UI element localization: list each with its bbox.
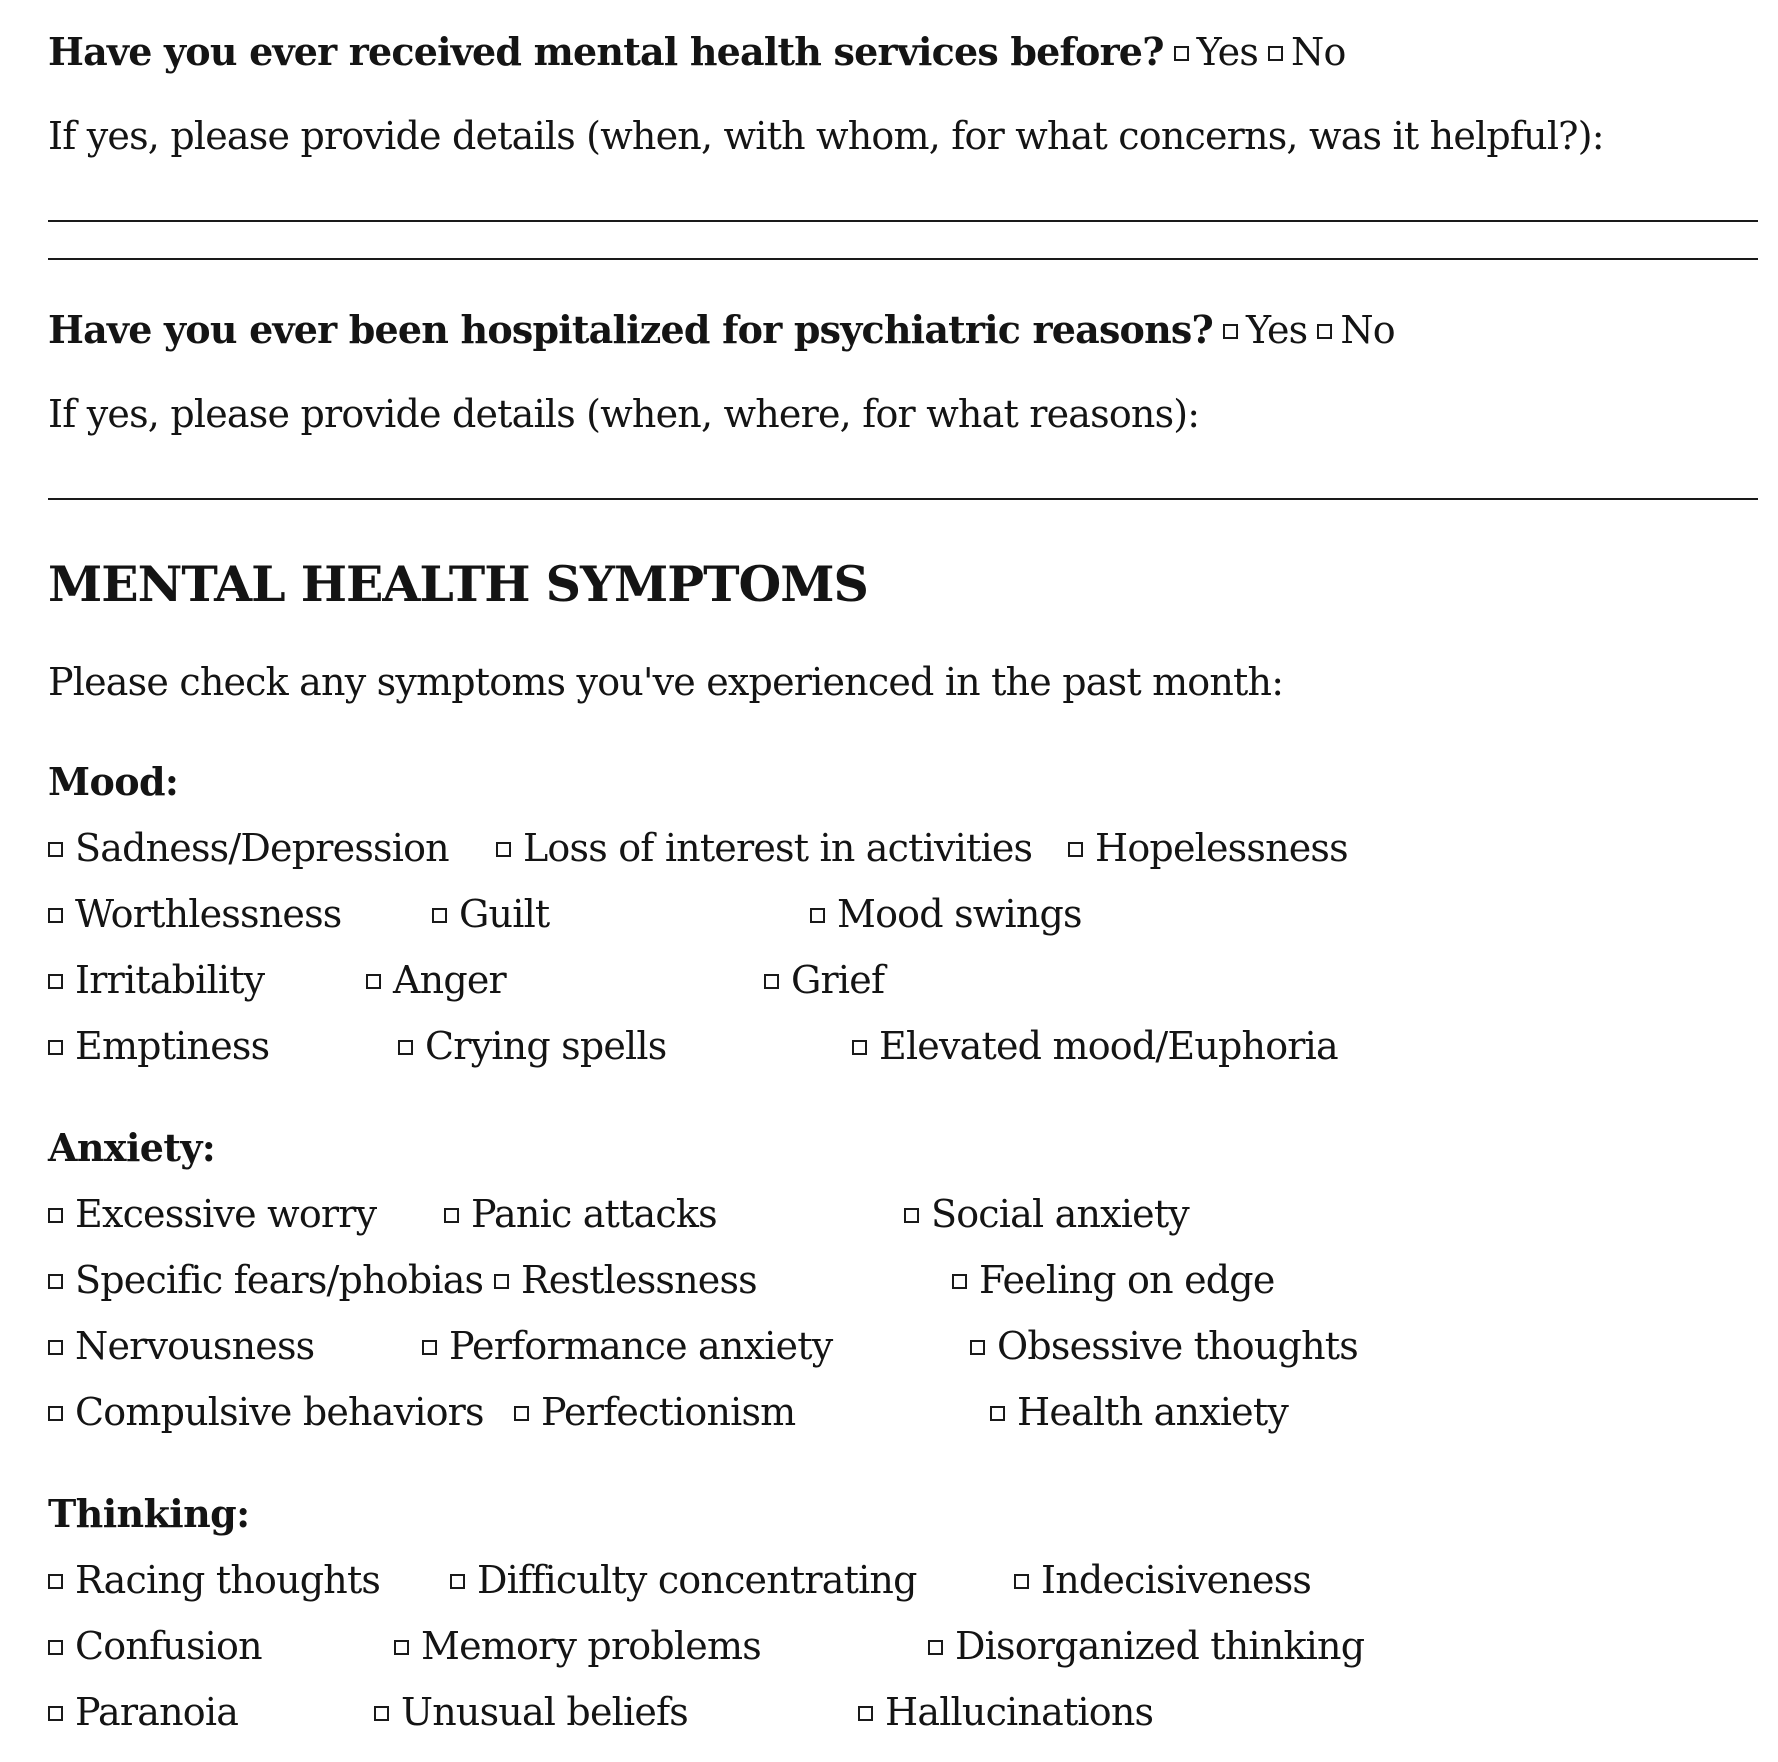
checkbox[interactable] — [450, 1574, 465, 1589]
symptom-option[interactable]: Crying spells — [398, 1023, 666, 1069]
symptom-row — [48, 1323, 1758, 1369]
symptom-option[interactable]: Guilt — [432, 891, 549, 937]
checkbox[interactable] — [970, 1340, 985, 1355]
symptom-row — [48, 1257, 1758, 1303]
symptom-row — [48, 957, 1758, 1003]
checkbox[interactable] — [48, 842, 63, 857]
symptom-row — [48, 1389, 1758, 1435]
checkbox[interactable] — [514, 1406, 529, 1421]
symptom-row — [48, 1557, 1758, 1603]
symptom-option[interactable]: Unusual beliefs — [374, 1689, 688, 1735]
question-text: Have you ever received mental health services before? — [48, 29, 1164, 74]
details-prompt: If yes, please provide details (when, with whom, for what concerns, was it helpful?): — [48, 114, 1604, 158]
question-hospitalization — [48, 308, 1395, 352]
no-label: No — [1291, 30, 1346, 74]
symptom-option[interactable]: Sadness/Depression — [48, 825, 449, 871]
symptom-option[interactable]: Mood swings — [810, 891, 1082, 937]
checkbox[interactable] — [48, 1208, 63, 1223]
symptom-option[interactable]: Hopelessness — [1068, 825, 1348, 871]
checkbox-no[interactable] — [1317, 324, 1332, 339]
checkbox[interactable] — [494, 1274, 509, 1289]
checkbox[interactable] — [398, 1040, 413, 1055]
checkbox[interactable] — [764, 974, 779, 989]
symptom-row — [48, 891, 1758, 937]
symptom-option[interactable]: Irritability — [48, 957, 264, 1003]
symptom-option[interactable]: Compulsive behaviors — [48, 1389, 484, 1435]
symptom-option[interactable]: Paranoia — [48, 1689, 238, 1735]
symptom-option[interactable]: Health anxiety — [990, 1389, 1288, 1435]
checkbox[interactable] — [904, 1208, 919, 1223]
symptom-option[interactable]: Nervousness — [48, 1323, 314, 1369]
details-prompt: If yes, please provide details (when, where, for what reasons): — [48, 392, 1200, 436]
symptom-option[interactable]: Obsessive thoughts — [970, 1323, 1358, 1369]
symptom-option[interactable]: Emptiness — [48, 1023, 269, 1069]
checkbox-no[interactable] — [1268, 46, 1283, 61]
symptom-option[interactable]: Grief — [764, 957, 884, 1003]
symptom-row — [48, 1023, 1758, 1069]
symptom-row — [48, 1689, 1758, 1735]
checkbox[interactable] — [374, 1706, 389, 1721]
checkbox[interactable] — [928, 1640, 943, 1655]
symptom-option[interactable]: Loss of interest in activities — [496, 825, 1032, 871]
yes-label: Yes — [1245, 308, 1308, 352]
checkbox[interactable] — [48, 1406, 63, 1421]
yes-label: Yes — [1196, 30, 1259, 74]
symptom-option[interactable]: Hallucinations — [858, 1689, 1153, 1735]
answer-line[interactable] — [48, 258, 1758, 260]
symptom-row — [48, 1191, 1758, 1237]
checkbox[interactable] — [444, 1208, 459, 1223]
checkbox[interactable] — [48, 1574, 63, 1589]
category-heading-mood: Mood: — [48, 759, 179, 804]
symptom-option[interactable]: Elevated mood/Euphoria — [852, 1023, 1338, 1069]
question-prior-services — [48, 30, 1346, 74]
symptom-option[interactable]: Racing thoughts — [48, 1557, 380, 1603]
symptom-option[interactable]: Feeling on edge — [952, 1257, 1275, 1303]
answer-line[interactable] — [48, 220, 1758, 222]
checkbox[interactable] — [48, 1706, 63, 1721]
category-heading-thinking: Thinking: — [48, 1491, 250, 1536]
checkbox[interactable] — [394, 1640, 409, 1655]
checkbox[interactable] — [422, 1340, 437, 1355]
section-intro: Please check any symptoms you've experienced in the past month: — [48, 660, 1284, 704]
checkbox[interactable] — [432, 908, 447, 923]
symptom-option[interactable]: Memory problems — [394, 1623, 761, 1669]
checkbox[interactable] — [852, 1040, 867, 1055]
symptom-option[interactable]: Specific fears/phobias — [48, 1257, 483, 1303]
checkbox[interactable] — [48, 1640, 63, 1655]
symptom-option[interactable]: Confusion — [48, 1623, 262, 1669]
symptom-option[interactable]: Perfectionism — [514, 1389, 795, 1435]
symptom-option[interactable]: Anger — [366, 957, 506, 1003]
no-label: No — [1340, 308, 1395, 352]
symptom-option[interactable]: Social anxiety — [904, 1191, 1189, 1237]
section-title: MENTAL HEALTH SYMPTOMS — [48, 555, 868, 613]
checkbox[interactable] — [1068, 842, 1083, 857]
checkbox[interactable] — [990, 1406, 1005, 1421]
symptom-option[interactable]: Worthlessness — [48, 891, 341, 937]
symptom-row — [48, 825, 1758, 871]
checkbox[interactable] — [48, 1274, 63, 1289]
checkbox[interactable] — [1014, 1574, 1029, 1589]
symptom-option[interactable]: Indecisiveness — [1014, 1557, 1311, 1603]
symptom-option[interactable]: Performance anxiety — [422, 1323, 832, 1369]
checkbox[interactable] — [48, 1340, 63, 1355]
category-heading-anxiety: Anxiety: — [48, 1125, 216, 1170]
checkbox-yes[interactable] — [1174, 46, 1189, 61]
symptom-option[interactable]: Excessive worry — [48, 1191, 376, 1237]
checkbox[interactable] — [48, 908, 63, 923]
symptom-option[interactable]: Panic attacks — [444, 1191, 717, 1237]
question-text: Have you ever been hospitalized for psychiatric reasons? — [48, 307, 1213, 352]
checkbox[interactable] — [48, 974, 63, 989]
checkbox[interactable] — [48, 1040, 63, 1055]
checkbox[interactable] — [858, 1706, 873, 1721]
checkbox[interactable] — [366, 974, 381, 989]
symptom-option[interactable]: Difficulty concentrating — [450, 1557, 917, 1603]
checkbox[interactable] — [496, 842, 511, 857]
symptom-row — [48, 1623, 1758, 1669]
checkbox[interactable] — [952, 1274, 967, 1289]
symptom-option[interactable]: Disorganized thinking — [928, 1623, 1364, 1669]
checkbox[interactable] — [810, 908, 825, 923]
answer-line[interactable] — [48, 498, 1758, 500]
checkbox-yes[interactable] — [1223, 324, 1238, 339]
symptom-option[interactable]: Restlessness — [494, 1257, 757, 1303]
